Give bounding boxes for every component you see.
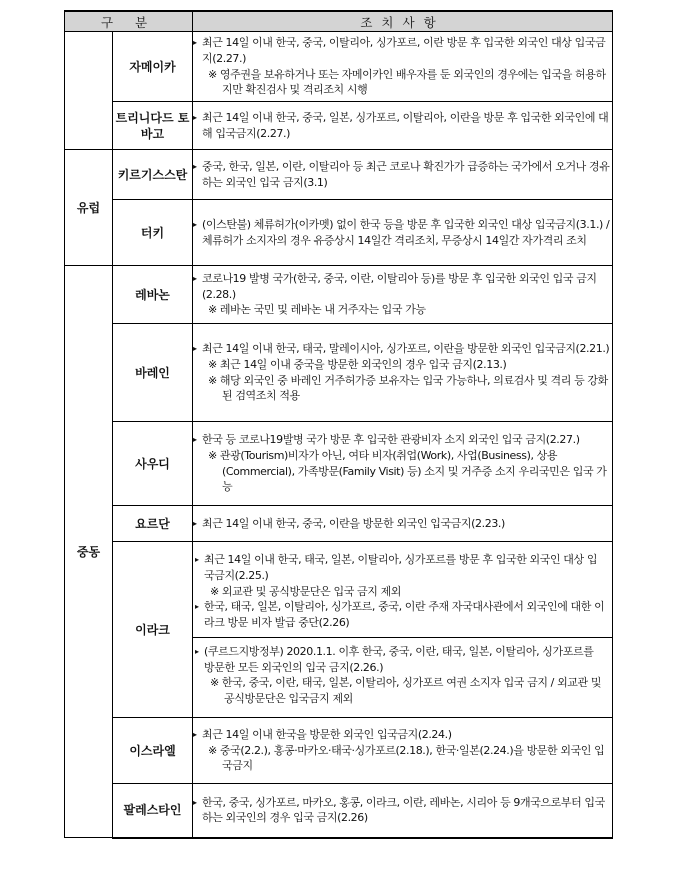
measure-note: ※ 레바논 국민 및 레바논 내 거주자는 입국 가능: [193, 302, 612, 318]
measure-bullet: ▸ (쿠르드지방정부) 2020.1.1. 이후 한국, 중국, 이란, 태국, 일본, 이탈리아, 싱가포르를 방문한 모든 외국인의 입국 금지(2.26.): [195, 644, 606, 675]
table-row: [65, 506, 613, 542]
measure-cell: [193, 542, 613, 718]
measure-note: ※ 한국, 중국, 이란, 태국, 일본, 이탈리아, 싱가포르 여권 소지자 입국 금지 / 외교관 및 공식방문단은 입국금지 제외: [195, 675, 606, 706]
measure-bullet: ▸ 최근 14일 이내 한국, 태국, 말레이시아, 싱가포르, 이란을 방문한 외국인 입국금지(2.21.): [193, 341, 612, 357]
measure-cell: [193, 102, 613, 150]
header-category: 구 분: [65, 11, 193, 32]
measure-note: ※ 해당 외국인 중 바레인 거주허가증 보유자는 입국 가능하나, 의료검사 및 격리 등 강화된 검역조치 적용: [193, 373, 612, 404]
region-cell: [65, 32, 113, 150]
measure-bullet: ▸ 한국 등 코로나19발병 국가 방문 후 입국한 관광비자 소지 외국인 입국 금지(2.27.): [193, 432, 612, 448]
measure-cell: [193, 422, 613, 506]
table-row: [65, 102, 613, 150]
country-cell: 사우디: [113, 422, 193, 506]
region-cell: 유럽: [65, 150, 113, 266]
measure-bullet: ▸ 최근 14일 이내 한국, 중국, 이탈리아, 싱가포르, 이란 방문 후 입국한 외국인 대상 입국금지(2.27.): [193, 35, 612, 66]
measure-bullet: ▸ 한국, 태국, 일본, 이탈리아, 싱가포르, 중국, 이란 주재 자국대사관에서 외국인에 대한 이라크 방문 비자 발급 중단(2.26): [195, 599, 606, 630]
table-row: [65, 542, 613, 718]
measure-bullet: ▸ 최근 14일 이내 한국, 태국, 일본, 이탈리아, 싱가포르를 방문 후 입국한 외국인 대상 입국금지(2.25.): [195, 552, 606, 583]
measure-cell: [193, 324, 613, 422]
measure-bullet: ▸ 최근 14일 이내 한국, 중국, 이란을 방문한 외국인 입국금지(2.23.): [193, 516, 612, 532]
table-row: [65, 718, 613, 784]
country-cell: 바레인: [113, 324, 193, 422]
measure-note: ※ 영주권을 보유하거나 또는 자메이카인 배우자를 둔 외국인의 경우에는 입국을 허용하지만 확진검사 및 격리조치 시행: [193, 67, 612, 98]
table-row: [65, 422, 613, 506]
header-row: [65, 11, 613, 32]
measure-bullet: ▸ 최근 14일 이내 한국을 방문한 외국인 입국금지(2.24.): [193, 727, 612, 743]
country-cell: 이라크: [113, 542, 193, 718]
measure-note: ※ 중국(2.2.), 홍콩·마카오·태국·싱가포르(2.18.), 한국·일본(2.24.)을 방문한 외국인 입국금지: [193, 743, 612, 774]
country-cell: 레바논: [113, 266, 193, 324]
country-cell: 터키: [113, 200, 193, 266]
table-row: [65, 324, 613, 422]
table-row: [65, 266, 613, 324]
country-cell: 이스라엘: [113, 718, 193, 784]
table-row: [65, 150, 613, 200]
measure-bullet: ▸ 코로나19 발병 국가(한국, 중국, 이란, 이탈리아 등)를 방문 후 입국한 외국인 입국 금지(2.28.): [193, 271, 612, 302]
country-cell: 트리니다드 토바고: [113, 102, 193, 150]
measure-note: ※ 관광(Tourism)비자가 아닌, 여타 비자(취업(Work), 사업(Business), 상용(Commercial), 가족방문(Family Visit) 등) 소지 및 거주증 소지 우리국민은 입국 가능: [193, 448, 612, 495]
table-row: [65, 32, 613, 102]
measure-cell: [193, 150, 613, 200]
measure-cell: [193, 32, 613, 102]
entry-restrictions-table: [64, 10, 613, 839]
country-cell: 팔레스타인: [113, 784, 193, 838]
measure-bullet: ▸ 한국, 중국, 싱가포르, 마카오, 홍콩, 이라크, 이란, 레바논, 시리아 등 9개국으로부터 입국하는 외국인의 경우 입국 금지(2.26): [193, 795, 612, 826]
measure-cell: [193, 718, 613, 784]
country-cell: 키르기스스탄: [113, 150, 193, 200]
table-row: [65, 200, 613, 266]
measure-cell: [193, 506, 613, 542]
measure-bullet: ▸ (이스탄불) 체류허가(이카멧) 없이 한국 등을 방문 후 입국한 외국인 대상 입국금지(3.1.) / 체류허가 소지자의 경우 유증상시 14일간 격리조치, 무증상시 14일간 자가격리 조치: [193, 217, 612, 248]
country-cell: 자메이카: [113, 32, 193, 102]
measure-bullet: ▸ 중국, 한국, 일본, 이란, 이탈리아 등 최근 코로나 확진가가 급증하는 국가에서 오거나 경유하는 외국인 입국 금지(3.1): [193, 159, 612, 190]
region-cell: 중동: [65, 266, 113, 838]
measure-subsection: [193, 638, 612, 713]
measure-bullet: ▸ 최근 14일 이내 한국, 중국, 일본, 싱가포르, 이탈리아, 이란을 방문 후 입국한 외국인에 대해 입국금지(2.27.): [193, 110, 612, 141]
measure-cell: [193, 200, 613, 266]
table-row: [65, 784, 613, 838]
header-measures: 조치사항: [193, 11, 613, 32]
measure-note: ※ 최근 14일 이내 중국을 방문한 외국인의 경우 입국 금지(2.13.): [193, 357, 612, 373]
country-cell: 요르단: [113, 506, 193, 542]
measure-subsection: [193, 546, 612, 638]
measure-cell: [193, 784, 613, 838]
measure-cell: [193, 266, 613, 324]
measure-note: ※ 외교관 및 공식방문단은 입국 금지 제외: [195, 584, 606, 600]
